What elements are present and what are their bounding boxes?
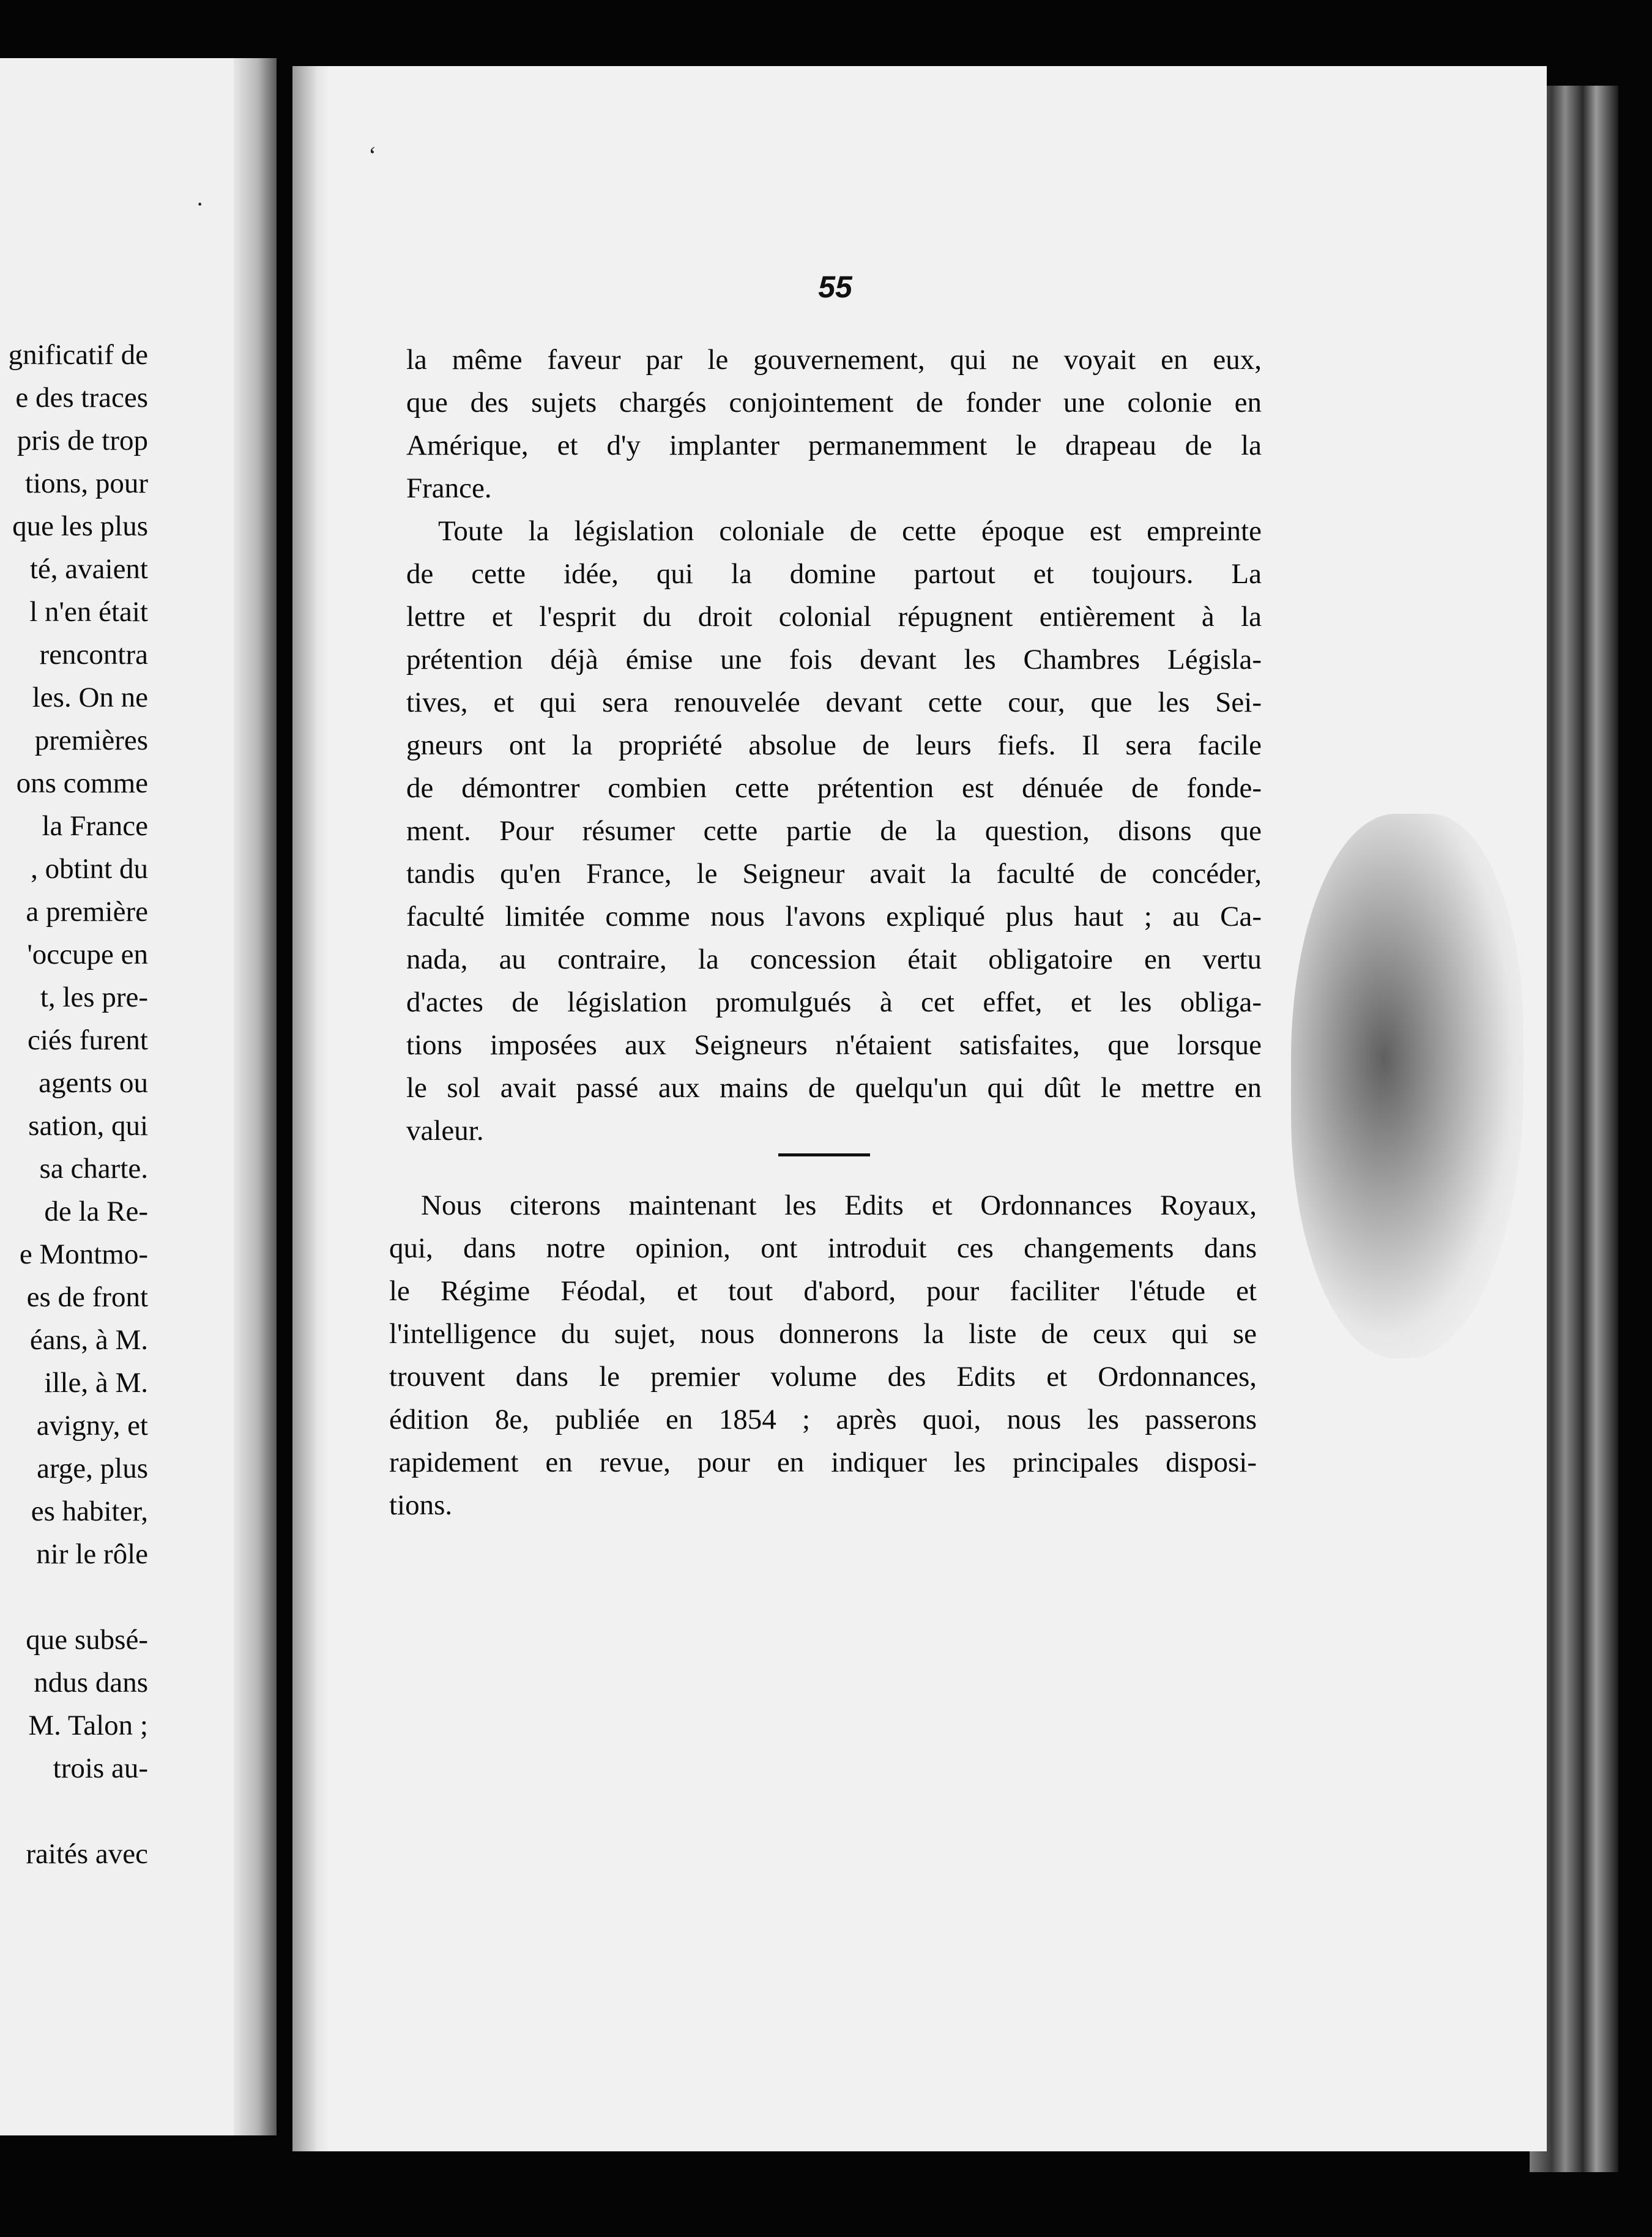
left-page-line: gnificatif de bbox=[8, 339, 148, 371]
text-line: d'actes de législation promulgués à cet effet, et les obliga- bbox=[406, 986, 1262, 1018]
paragraph-1 bbox=[406, 338, 1262, 510]
speck-mark: · bbox=[196, 190, 204, 218]
text-line: tandis qu'en France, le Seigneur avait la faculté de concéder, bbox=[406, 858, 1262, 890]
text-line: l'intelligence du sujet, nous donnerons la liste de ceux qui se bbox=[389, 1318, 1257, 1350]
left-page-line: trois au- bbox=[53, 1752, 148, 1784]
left-page-line: l n'en était bbox=[29, 596, 148, 628]
page-number: 55 bbox=[818, 270, 852, 304]
text-line: lettre et l'esprit du droit colonial répugnent entièrement à la bbox=[406, 601, 1262, 633]
left-page-line: que subsé- bbox=[26, 1624, 148, 1656]
left-page-line: pris de trop bbox=[17, 425, 148, 456]
text-line: prétention déjà émise une fois devant les Chambres Législa- bbox=[406, 644, 1262, 676]
right-page-gutter-shadow bbox=[292, 66, 329, 2151]
left-page-line: e des traces bbox=[15, 382, 148, 414]
left-page-line: la France bbox=[42, 810, 148, 842]
left-page-line: que les plus bbox=[12, 510, 148, 542]
paragraph-2 bbox=[406, 510, 1262, 1152]
text-line: tives, et qui sera renouvelée devant cette cour, que les Sei- bbox=[406, 687, 1262, 718]
paragraph-3 bbox=[389, 1184, 1257, 1527]
left-page-line: té, avaient bbox=[29, 553, 148, 585]
section-divider bbox=[778, 1153, 870, 1156]
text-line: trouvent dans le premier volume des Edits et Ordonnances, bbox=[389, 1361, 1257, 1393]
text-line: nada, au contraire, la concession était obligatoire en vertu bbox=[406, 944, 1262, 975]
left-page-line: arge, plus bbox=[37, 1453, 148, 1484]
text-line: de démontrer combien cette prétention est dénuée de fonde- bbox=[406, 772, 1262, 804]
left-page-line: sa charte. bbox=[39, 1153, 148, 1185]
left-page-line: es habiter, bbox=[31, 1495, 148, 1527]
left-page-line: éans, à M. bbox=[29, 1324, 148, 1356]
text-line: tions imposées aux Seigneurs n'étaient satisfaites, que lorsque bbox=[406, 1029, 1262, 1061]
left-page-line: sation, qui bbox=[28, 1110, 148, 1142]
left-page-line: ons comme bbox=[16, 767, 148, 799]
left-page-line: de la Re- bbox=[44, 1196, 148, 1227]
text-line: valeur. bbox=[406, 1115, 484, 1147]
text-line: Amérique, et d'y implanter permanemment le drapeau de la bbox=[406, 430, 1262, 461]
text-line: de cette idée, qui la domine partout et toujours. La bbox=[406, 558, 1262, 590]
left-page-line: avigny, et bbox=[36, 1410, 148, 1442]
left-page-line: nir le rôle bbox=[36, 1538, 148, 1570]
left-page-line: t, les pre- bbox=[40, 981, 148, 1013]
text-line: gneurs ont la propriété absolue de leurs fiefs. Il sera facile bbox=[406, 729, 1262, 761]
left-page bbox=[0, 58, 277, 2135]
text-line: ment. Pour résumer cette partie de la question, disons que bbox=[406, 815, 1262, 847]
speck-mark: ‘ bbox=[368, 141, 377, 169]
text-line: Nous citerons maintenant les Edits et Ordonnances Royaux, bbox=[421, 1189, 1257, 1221]
text-line: Toute la législation coloniale de cette époque est empreinte bbox=[438, 515, 1262, 547]
text-line: France. bbox=[406, 472, 492, 504]
left-page-line: , obtint du bbox=[31, 853, 148, 885]
left-page-line: les. On ne bbox=[32, 682, 148, 713]
left-page-gutter bbox=[234, 58, 277, 2135]
left-page-line: premières bbox=[34, 724, 148, 756]
left-page-line: raités avec bbox=[26, 1838, 148, 1870]
text-line: tions. bbox=[389, 1489, 453, 1521]
ink-stain bbox=[1291, 814, 1524, 1358]
left-page-line: agents ou bbox=[39, 1067, 148, 1099]
left-page-line: 'occupe en bbox=[27, 939, 148, 970]
text-line: que des sujets chargés conjointement de fonder une colonie en bbox=[406, 387, 1262, 419]
text-line: le Régime Féodal, et tout d'abord, pour faciliter l'étude et bbox=[389, 1275, 1257, 1307]
text-line: la même faveur par le gouvernement, qui ne voyait en eux, bbox=[406, 344, 1262, 376]
text-line: faculté limitée comme nous l'avons expliqué plus haut ; au Ca- bbox=[406, 901, 1262, 932]
text-line: le sol avait passé aux mains de quelqu'un qui dût le mettre en bbox=[406, 1072, 1262, 1104]
left-page-line: tions, pour bbox=[24, 467, 148, 499]
text-line: rapidement en revue, pour en indiquer les principales disposi- bbox=[389, 1446, 1257, 1478]
text-line: qui, dans notre opinion, ont introduit ces changements dans bbox=[389, 1232, 1257, 1264]
left-page-line: rencontra bbox=[39, 639, 148, 671]
left-page-line: M. Talon ; bbox=[28, 1710, 148, 1741]
left-page-line: ciés furent bbox=[27, 1024, 148, 1056]
left-page-line: ndus dans bbox=[34, 1667, 148, 1699]
left-page-line: es de front bbox=[26, 1281, 148, 1313]
left-page-line: e Montmo- bbox=[19, 1238, 148, 1270]
left-page-line: a première bbox=[26, 896, 148, 928]
text-line: édition 8e, publiée en 1854 ; après quoi, nous les passerons bbox=[389, 1404, 1257, 1435]
left-page-line: ille, à M. bbox=[44, 1367, 148, 1399]
